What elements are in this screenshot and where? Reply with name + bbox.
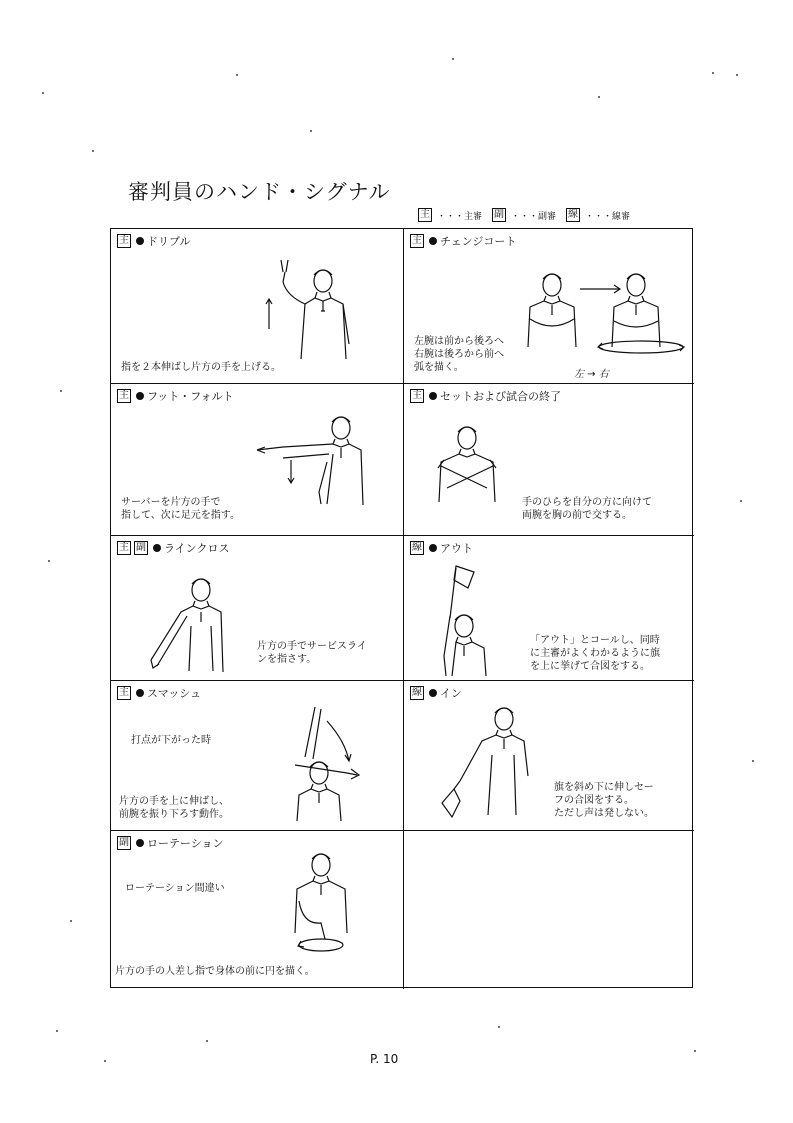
page-number: P. 10 [370, 1052, 399, 1066]
scan-speck [712, 72, 714, 74]
signal-description: 「アウト」とコールし、同時 に主審がよくわかるように旗 を上に挙げて合図をする。 [530, 635, 660, 672]
signal-grid [110, 228, 693, 988]
cell-heading [410, 540, 473, 556]
bullet-icon [136, 392, 144, 400]
scan-speck [42, 92, 44, 94]
bullet-icon [153, 544, 161, 552]
bullet-icon [136, 839, 144, 847]
signal-description: 指を２本伸ばし片方の手を上げる。 [121, 362, 281, 373]
tag-badge: 副 [494, 209, 505, 220]
tag-badge: 主 [412, 390, 422, 401]
bullet-icon [429, 237, 437, 245]
signal-cell-foot-fault [111, 384, 404, 536]
bullet-icon [429, 689, 437, 697]
signal-cell-smash [111, 681, 404, 831]
cell-heading [117, 685, 201, 701]
scan-speck [92, 150, 94, 152]
legend-text: ・・・副審 [511, 211, 557, 222]
referee-figure-dribble-icon [261, 259, 371, 364]
referee-figure-rotation-icon [281, 851, 361, 961]
signal-name: チェンジコート [440, 235, 517, 248]
scan-speck [498, 1026, 500, 1028]
legend [418, 208, 630, 222]
scan-speck [452, 58, 454, 60]
signal-cell-dribble [111, 229, 404, 384]
tag-badge: 線 [412, 687, 422, 698]
tag-badge: 主 [412, 235, 422, 246]
legend-item-main-referee [418, 208, 482, 222]
condition-note: ローテーション間違い [125, 883, 225, 894]
scan-speck [206, 1040, 208, 1042]
tag-badge: 主 [420, 209, 430, 220]
referee-figure-line-cross-icon [141, 576, 251, 676]
referee-figure-end-of-set-icon [432, 424, 502, 506]
signal-description: 旗を斜め下に伸しセー フの合図をする。 ただし声は発しない。 [554, 782, 654, 819]
tag-badge: 主 [119, 542, 129, 553]
cell-heading [117, 835, 224, 851]
bullet-icon [136, 237, 144, 245]
signal-name: イン [440, 687, 462, 700]
bullet-icon [136, 689, 144, 697]
scan-speck [104, 1060, 106, 1062]
signal-name: アウト [440, 542, 473, 555]
signal-name: ローテーション [147, 837, 224, 850]
signal-cell-end-of-set [404, 384, 694, 536]
signal-description: 片方の手の人差し指で身体の前に円を描く。 [115, 966, 315, 977]
legend-text: ・・・線審 [585, 211, 631, 222]
tag-badge: 線 [412, 542, 422, 553]
signal-description: 片方の手でサービスライ ンを指さす。 [257, 641, 367, 665]
referee-figure-change-court-icon [516, 269, 694, 357]
cell-heading [117, 233, 191, 249]
scan-speck [694, 1050, 696, 1052]
condition-note: 打点が下がった時 [131, 735, 211, 746]
signal-name: ドリブル [147, 235, 191, 248]
referee-figure-out-flag-icon [424, 558, 514, 678]
legend-text: ・・・主審 [437, 211, 483, 222]
scan-speck [56, 1030, 58, 1032]
legend-item-line-judge [566, 208, 630, 222]
signal-cell-in [404, 681, 694, 831]
scan-speck [310, 130, 312, 132]
page-title: 審判員のハンド・シグナル [128, 180, 391, 204]
signal-description: サーバーを片方の手で 指して、次に足元を指す。 [121, 497, 240, 521]
handwritten-note: 左 → 右 [574, 369, 609, 380]
tag-badge: 主 [119, 235, 129, 246]
tag-badge: 主 [119, 390, 129, 401]
signal-cell-out [404, 536, 694, 681]
referee-figure-in-flag-icon [434, 699, 544, 819]
signal-description: 左腕は前から後ろへ 右腕は後ろから前へ 弧を描く。 [414, 336, 504, 373]
signal-name: スマッシュ [147, 687, 202, 700]
signal-name: セットおよび試合の終了 [440, 390, 561, 403]
tag-badge: 副 [119, 837, 129, 848]
signal-description: 片方の手を上に伸ばし、 前腕を振り下ろす動作。 [119, 796, 229, 820]
tag-badge: 線 [568, 209, 579, 220]
signal-cell-line-cross [111, 536, 404, 681]
referee-figure-smash-icon [281, 703, 371, 821]
scan-speck [740, 500, 742, 502]
scan-speck [48, 560, 50, 562]
cell-heading [117, 540, 229, 556]
tag-badge: 副 [136, 542, 146, 553]
cell-heading [410, 233, 516, 249]
signal-cell-change-court [404, 229, 694, 384]
scan-speck [60, 390, 62, 392]
scan-speck [70, 920, 72, 922]
bullet-icon [429, 392, 437, 400]
signal-name: ラインクロス [164, 542, 230, 555]
empty-cell [404, 831, 694, 989]
legend-item-second-referee [492, 208, 556, 222]
signal-cell-rotation [111, 831, 404, 989]
referee-figure-foot-fault-icon [251, 412, 391, 512]
bullet-icon [429, 544, 437, 552]
signal-description: 手のひらを自分の方に向けて 両腕を胸の前で交する。 [522, 497, 652, 521]
scan-speck [752, 760, 754, 762]
scan-speck [598, 96, 600, 98]
tag-badge: 主 [119, 687, 129, 698]
cell-heading [410, 388, 561, 404]
scan-speck [736, 74, 738, 76]
scan-speck [236, 74, 238, 76]
signal-name: フット・フォルト [147, 390, 234, 403]
cell-heading [117, 388, 234, 404]
